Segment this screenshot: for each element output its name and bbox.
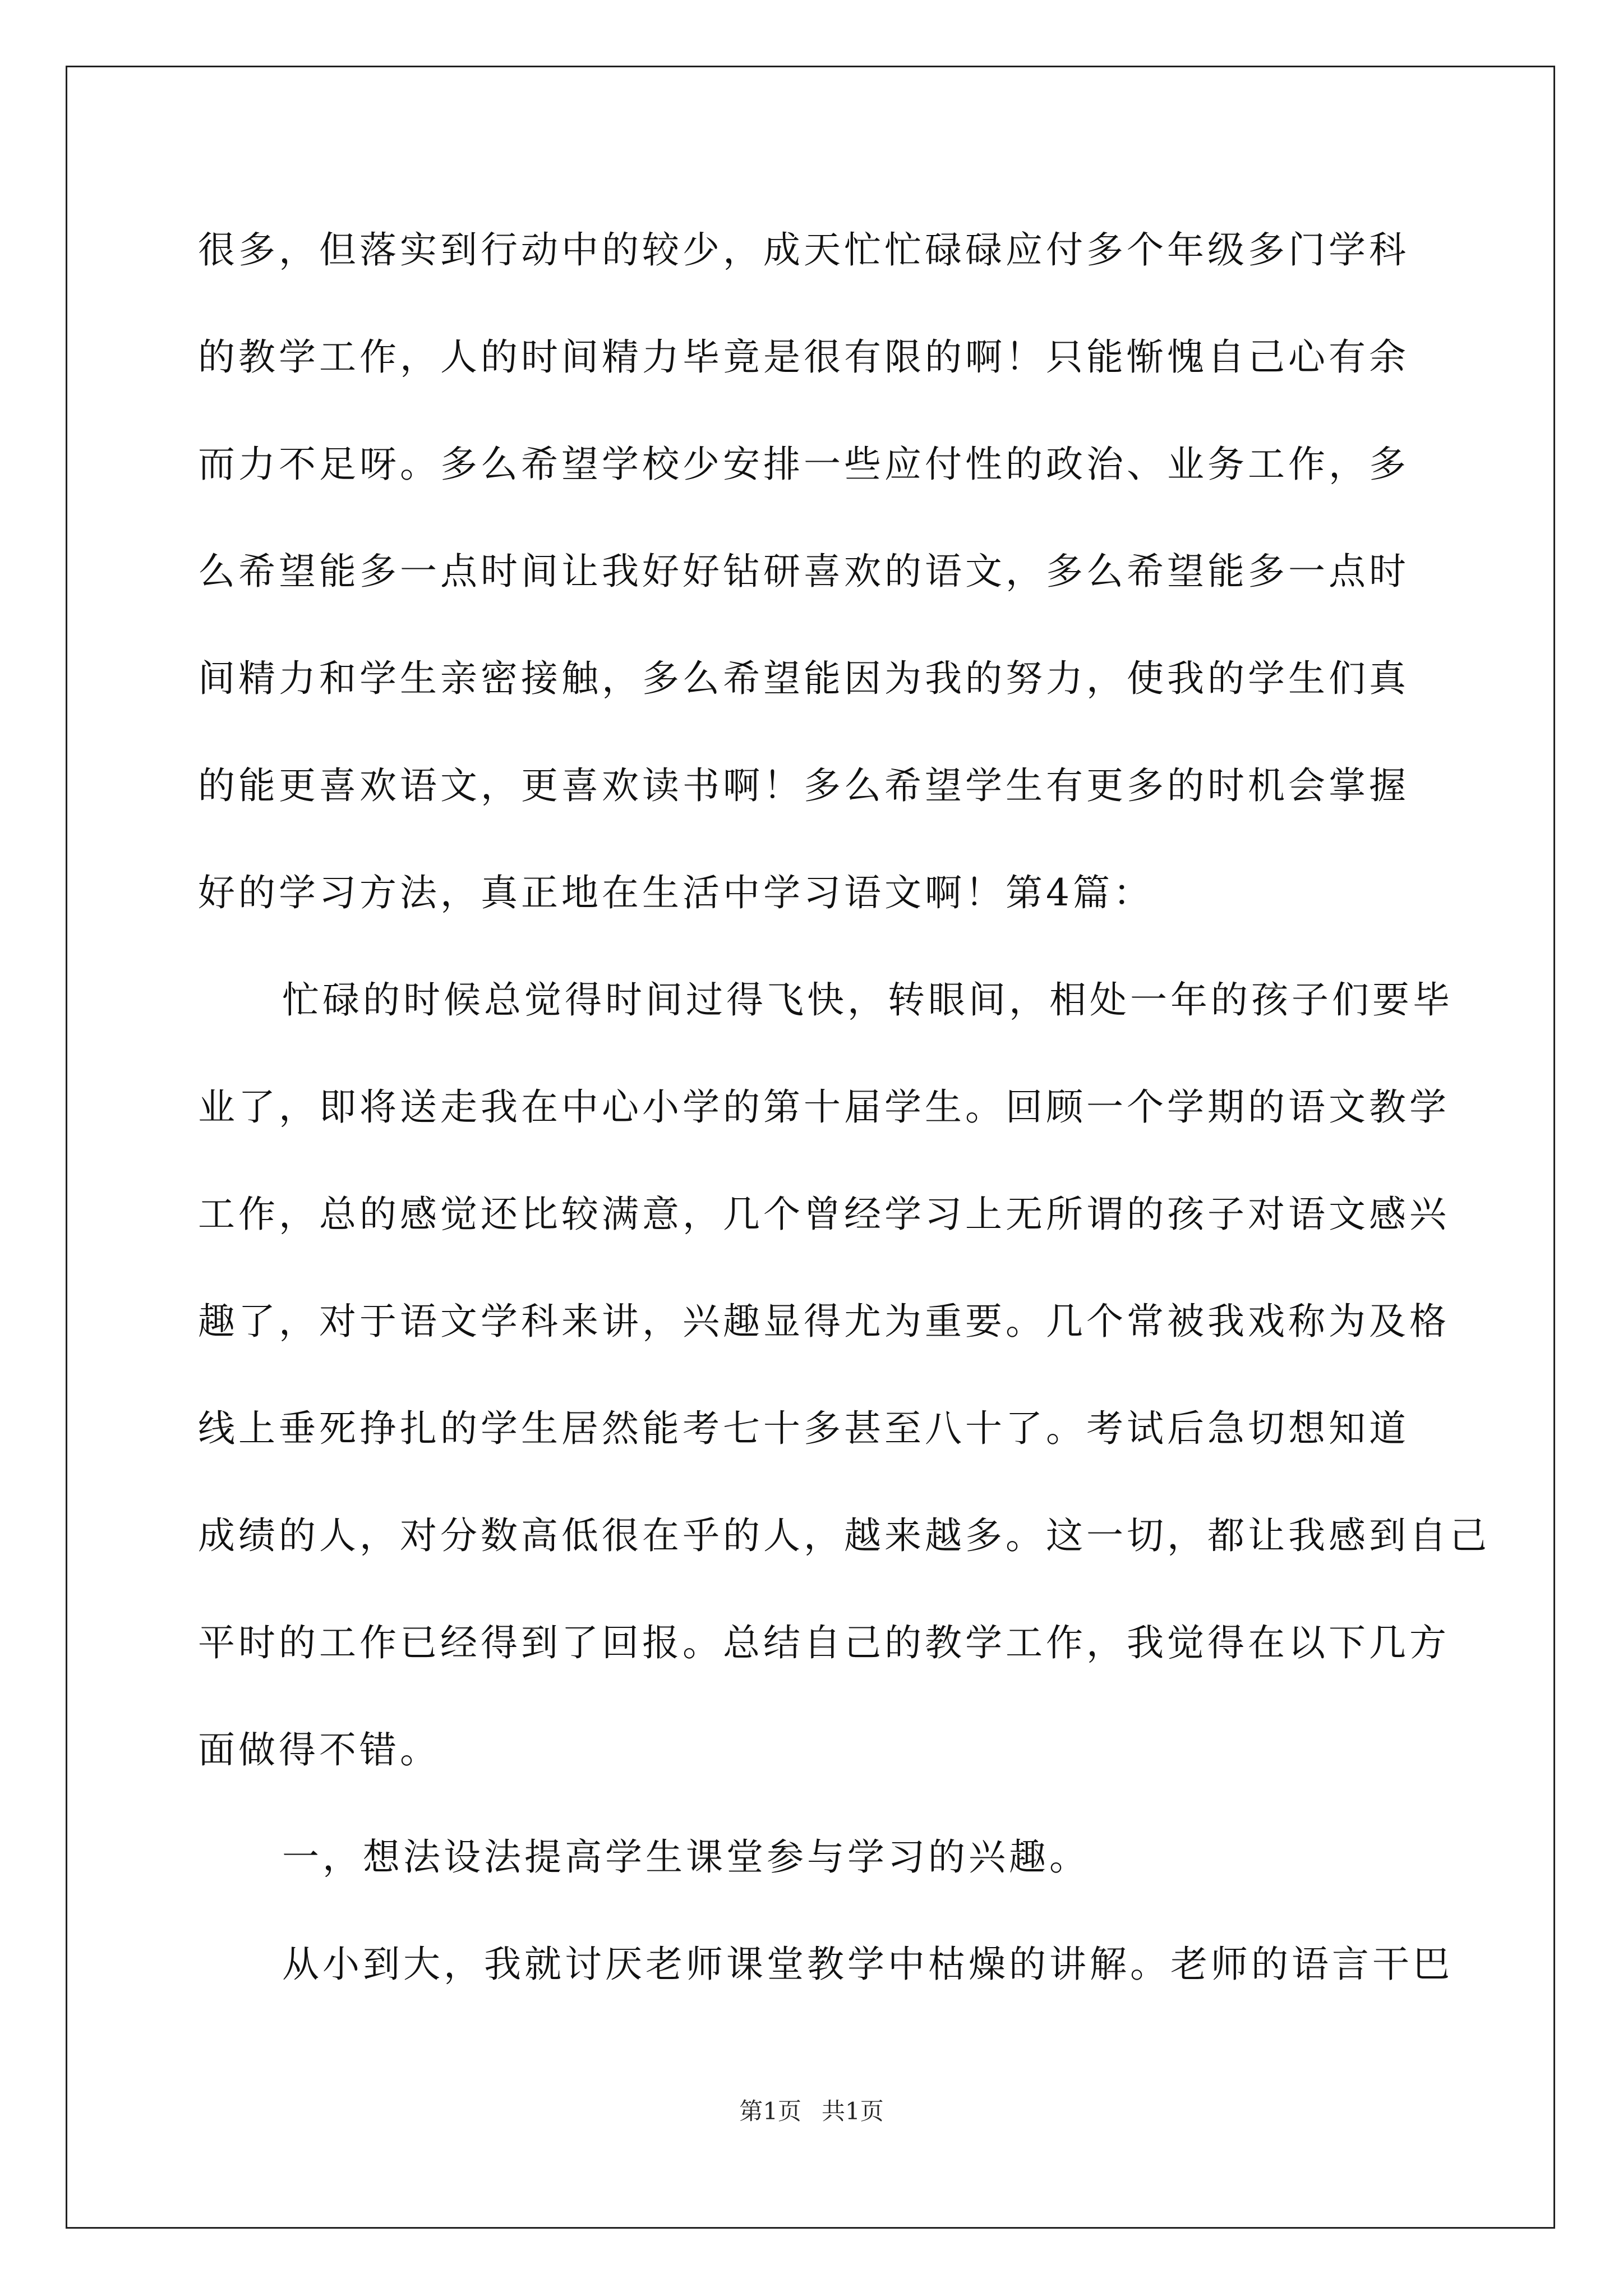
- paragraph-line: 面做得不错。: [198, 1728, 440, 1772]
- paragraph-line: 线上垂死挣扎的学生居然能考七十多甚至八十了。考试后急切想知道: [198, 1407, 1409, 1450]
- paragraph-line: 的能更喜欢语文，更喜欢读书啊！多么希望学生有更多的时机会掌握: [198, 764, 1409, 807]
- paragraph-line: 趣了，对于语文学科来讲，兴趣显得尤为重要。几个常被我戏称为及格: [198, 1300, 1450, 1343]
- paragraph-line: 而力不足呀。多么希望学校少安排一些应付性的政治、业务工作，多: [198, 443, 1409, 486]
- paragraph-line: 从小到大，我就讨厌老师课堂教学中枯燥的讲解。老师的语言干巴: [282, 1943, 1453, 1986]
- paragraph-line: 忙碌的时候总觉得时间过得飞快，转眼间，相处一年的孩子们要毕: [282, 978, 1453, 1022]
- paragraph-line: 业了，即将送走我在中心小学的第十届学生。回顾一个学期的语文教学: [198, 1085, 1450, 1129]
- page-number: 第1页: [739, 2097, 801, 2125]
- paragraph-line: 好的学习方法，真正地在生活中学习语文啊！第4篇：: [198, 871, 1154, 914]
- paragraph-line: 么希望能多一点时间让我好好钻研喜欢的语文，多么希望能多一点时: [198, 550, 1409, 593]
- page-frame: [66, 66, 1555, 2229]
- paragraph-line: 平时的工作已经得到了回报。总结自己的教学工作，我觉得在以下几方: [198, 1621, 1450, 1664]
- paragraph-line: 成绩的人，对分数高低很在乎的人，越来越多。这一切，都让我感到自己: [198, 1514, 1490, 1557]
- page-footer: [0, 2095, 1623, 2128]
- paragraph-line: 的教学工作，人的时间精力毕竟是很有限的啊！只能惭愧自己心有余: [198, 335, 1409, 379]
- paragraph-line: 间精力和学生亲密接触，多么希望能因为我的努力，使我的学生们真: [198, 657, 1409, 700]
- page-total: 共1页: [822, 2097, 884, 2125]
- paragraph-line: 很多，但落实到行动中的较少，成天忙忙碌碌应付多个年级多门学科: [198, 228, 1409, 272]
- paragraph-line: 工作，总的感觉还比较满意，几个曾经学习上无所谓的孩子对语文感兴: [198, 1193, 1450, 1236]
- section-heading: 一，想法设法提高学生课堂参与学习的兴趣。: [282, 1835, 1090, 1879]
